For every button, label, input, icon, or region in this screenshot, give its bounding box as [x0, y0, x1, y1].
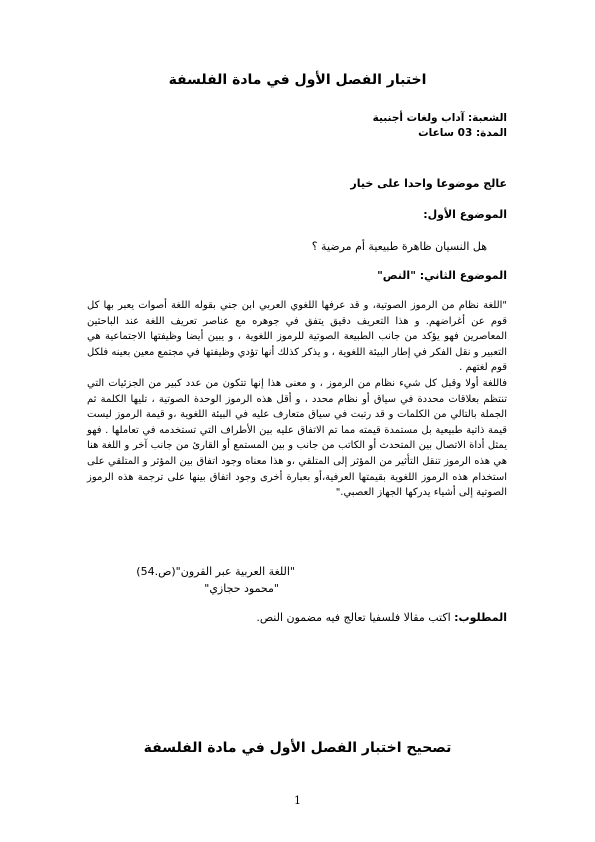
passage-paragraph: فاللغة أولا وقبل كل شيء نظام من الرموز ، و معنى هذا إنها تتكون من عدد كبير من الجزئيات التي تنتظم بعلاقات محددة في سياق أو نظام محدد ، و أقل هذه الرموز الوحدة الصوتية ، تليها الكلمة ثم الجملة بالتالي من الكلمات و قد رتبت في سياق متعارف عليه في البيئة اللغوية ،و قيمة الرموز ليست قيمة ذاتية طبيعية بل مستمدة قيمته مما تم الاتفاق عليه بين الأطراف التي تستخدمه في تعاملها . فهو يمثل أداة الاتصال بين المتحدث أو الكاتب من جانب و بين المستمع أو القارئ من جانب آخر و اللغة هنا هي هذه الرموز تنقل التأثير من المؤثر إلى المتلقي ،و هذا معناه وجود اتفاق بين المؤثر و المتلقي على استخدام هذه الرموز اللغوية بقيمتها العرفية،أو بعبارة أخرى وجود اتفاق بينها على ترجمة هذه الرموز الصوتية إلى أشياء يدركها الجهاز العصبي."	[87, 377, 507, 499]
passage-paragraph: "اللغة نظام من الرموز الصوتية، و قد عرفها اللغوي العربي ابن جني بقوله اللغة أصوات يعبر بها كل قوم عن أغراضهم. و هذا التعريف دقيق يتفق في جوهره مع عناصر تعريف اللغة عند الباحثين المعاصرين فهو يؤكد من جانب الطبيعة الصوتية للرموز اللغوية ، و يبين أيضا وظيفتها الاجتماعية هي التعبير و نقل الفكر في إطار البيئة اللغوية ، و يذكر كذلك أنها تؤدي وظيفتها في مجتمع معين بعينه فلكل قوم لغتهم .	[87, 300, 507, 374]
topic1-question: هل النسيان ظاهرة طبيعية أم مرضية ؟	[311, 240, 487, 253]
page-number: 1	[294, 794, 301, 807]
required-label: المطلوب:	[454, 611, 507, 624]
duration-label: المدة:	[475, 127, 507, 139]
topic1-heading: الموضوع الأول:	[423, 208, 507, 221]
exam-title: اختبار الفصل الأول في مادة الفلسفة	[168, 72, 427, 88]
reference	[75, 563, 295, 597]
duration-line	[87, 126, 507, 141]
duration-value: 03 ساعات	[418, 127, 473, 139]
required-text: اكتب مقالا فلسفيا تعالج فيه مضمون النص.	[256, 611, 451, 624]
text-passage	[87, 298, 507, 501]
exam-meta	[87, 111, 507, 141]
reference-author: "محمود حجازي"	[204, 582, 279, 595]
stream-label: الشعبة:	[467, 112, 507, 124]
reference-book: "اللغة العربية عبر القرون"(ص.54)	[136, 565, 295, 578]
stream-value: آداب ولغات أجنبية	[372, 112, 465, 124]
topic2-heading: الموضوع الثاني: "النص"	[377, 269, 507, 282]
stream-line	[87, 111, 507, 126]
required-line	[87, 611, 507, 624]
instruction: عالج موضوعا واحدا على خيار	[350, 177, 507, 190]
correction-title: تصحيح اختبار الفصل الأول في مادة الفلسفة	[143, 740, 452, 756]
